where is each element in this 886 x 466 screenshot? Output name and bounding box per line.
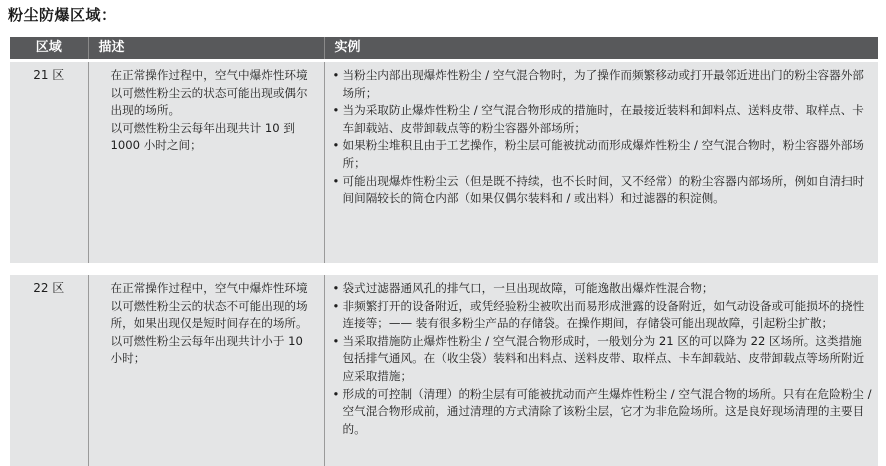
list-item: • 可能出现爆炸性粉尘云（但是既不持续，也不长时间，又不经常）的粉尘容器内部场所，例如自清扫时间间隔较长的筒仓内部（如果仅偶尔装料和 / 或出料）和过滤器的积淀侧。 — [333, 173, 873, 208]
examples-cell — [324, 269, 878, 466]
list-item: • 非频繁打开的设备附近，或凭经验粉尘被吹出而易形成泄露的设备附近，如气动设备或可能损坏的挠性连接等；—— 装有很多粉尘产品的存储袋。在操作期间，存储袋可能出现故障，引起粉尘扩散； — [333, 298, 873, 333]
header-description: 描述 — [88, 37, 324, 61]
list-item: • 当粉尘内部出现爆炸性粉尘 / 空气混合物时，为了操作而频繁移动或打开最邻近进出门的粉尘容器外部场所； — [333, 67, 873, 102]
list-item: • 如果粉尘堆积且由于工艺操作，粉尘层可能被扰动而形成爆炸性粉尘 / 空气混合物时，粉尘容器外部场所； — [333, 137, 873, 172]
table-row-zone-22 — [10, 269, 878, 466]
zone-label: 22 区 — [33, 281, 65, 295]
example-list — [333, 67, 873, 208]
list-item: • 形成的可控制（清理）的粉尘层有可能被扰动而产生爆炸性粉尘 / 空气混合物的场所。只有在危险粉尘 / 空气混合物形成前，通过清理的方式清除了该粉尘层，它才为非危险场所。这是良好现场清理的主要目的。 — [333, 386, 873, 439]
zone-cell — [10, 269, 88, 466]
description-cell — [88, 269, 324, 466]
description-cell — [88, 61, 324, 270]
zone-label: 21 区 — [33, 68, 65, 82]
list-item: • 当为采取防止爆炸性粉尘 / 空气混合物形成的措施时，在最接近装料和卸料点、送料皮带、取样点、卡车卸载站、皮带卸载点等的粉尘容器外部场所； — [333, 102, 873, 137]
examples-cell — [324, 61, 878, 270]
description-text: 在正常操作过程中，空气中爆炸性环境以可燃性粉尘云的状态可能出现或偶尔出现的场所。 — [110, 68, 308, 118]
list-item: • 袋式过滤器通风孔的排气口，一旦出现故障，可能逸散出爆炸性混合物； — [333, 280, 873, 298]
description-text: 在正常操作过程中，空气中爆炸性环境以可燃性粉尘云的状态不可能出现的场所，如果出现仅是短时间存在的场所。 — [110, 281, 308, 331]
example-list — [333, 280, 873, 438]
table-header-row — [10, 37, 878, 61]
header-examples: 实例 — [324, 37, 878, 61]
description-frequency: 以可燃性粉尘云每年出现共计 10 到 1000 小时之间； — [110, 120, 295, 153]
header-zone: 区域 — [10, 37, 88, 61]
page-title: 粉尘防爆区域： — [8, 6, 117, 24]
description-frequency: 以可燃性粉尘云每年出现共计小于 10 小时； — [110, 333, 303, 366]
table-row-zone-21 — [10, 61, 878, 270]
dust-zone-table — [10, 37, 878, 466]
list-item: • 当采取措施防止爆炸性粉尘 / 空气混合物形成时，一般划分为 21 区的可以降为 22 区场所。这类措施包括排气通风。在（收尘袋）装料和出料点、送料皮带、取样点、卡车卸载站、皮带卸载点等场所附近应采取措施； — [333, 333, 873, 386]
zone-cell — [10, 61, 88, 270]
